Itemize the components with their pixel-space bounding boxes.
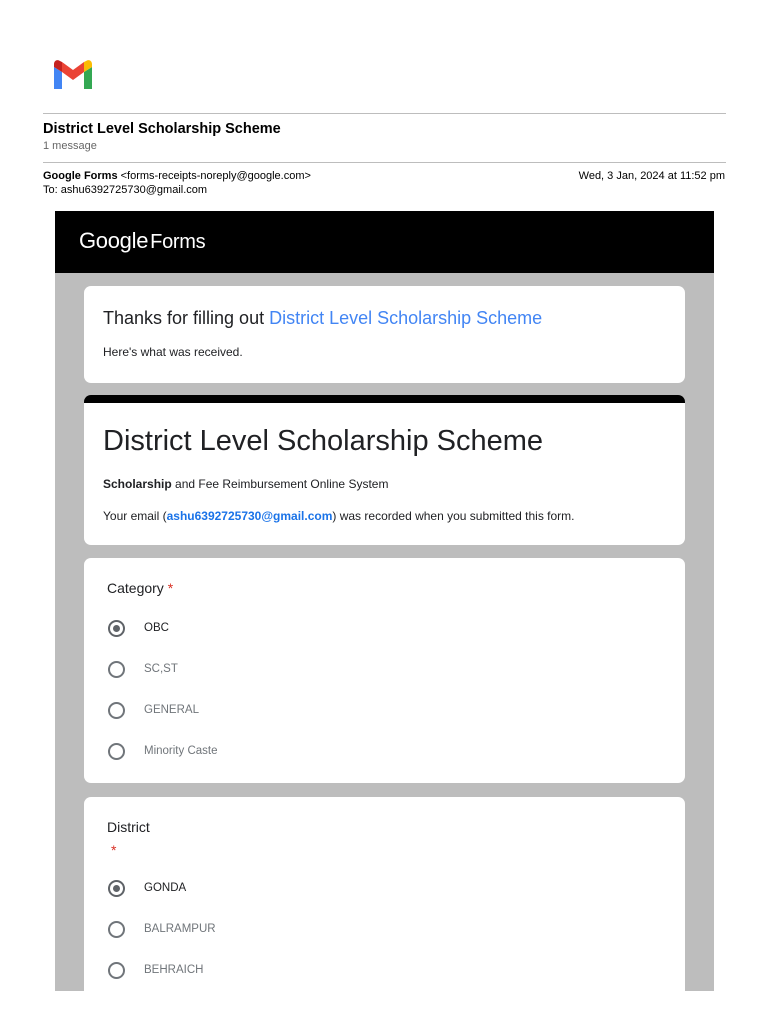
email-subject: District Level Scholarship Scheme <box>43 121 281 137</box>
required-asterisk: * <box>111 842 117 858</box>
required-asterisk: * <box>167 580 174 596</box>
sender-line <box>43 170 311 182</box>
form-description: Scholarship and Fee Reimbursement Online System <box>103 477 389 491</box>
recipient-line: To: ashu6392725730@gmail.com <box>43 184 208 196</box>
radio-option-obc[interactable]: OBC <box>108 619 508 641</box>
radio-unselected-icon[interactable] <box>108 921 125 938</box>
question-card-category <box>84 558 685 783</box>
question-card-district <box>84 797 685 991</box>
email-date: Wed, 3 Jan, 2024 at 11:52 pm <box>578 170 725 182</box>
radio-option-minority-caste[interactable]: Minority Caste <box>108 742 508 764</box>
radio-option-sc-st[interactable]: SC,ST <box>108 660 508 682</box>
google-forms-logo: Google Forms <box>79 228 206 253</box>
radio-option-gonda[interactable]: GONDA <box>108 879 508 901</box>
received-text: Here's what was received. <box>103 345 243 359</box>
form-header-card <box>84 395 685 545</box>
divider <box>43 113 726 114</box>
message-count: 1 message <box>43 140 97 152</box>
forms-email-body <box>55 211 714 991</box>
google-forms-header <box>55 211 714 273</box>
radio-unselected-icon[interactable] <box>108 743 125 760</box>
question-label: Category * <box>107 580 174 596</box>
question-label: District <box>107 819 150 835</box>
sender-name: Google Forms <box>43 170 118 182</box>
form-link[interactable]: District Level Scholarship Scheme <box>269 308 543 328</box>
radio-unselected-icon[interactable] <box>108 962 125 979</box>
radio-selected-icon[interactable] <box>108 620 125 637</box>
thanks-heading: Thanks for filling out District Level Scholarship Scheme <box>103 308 543 328</box>
recorded-email: ashu6392725730@gmail.com <box>166 509 333 523</box>
divider <box>43 162 726 163</box>
radio-option-general[interactable]: GENERAL <box>108 701 508 723</box>
radio-option-behraich[interactable]: BEHRAICH <box>108 961 508 983</box>
form-title: District Level Scholarship Scheme <box>103 425 544 457</box>
radio-selected-icon[interactable] <box>108 880 125 897</box>
radio-unselected-icon[interactable] <box>108 661 125 678</box>
gmail-logo-icon <box>52 59 94 91</box>
thanks-card <box>84 286 685 383</box>
radio-unselected-icon[interactable] <box>108 702 125 719</box>
sender-address: <forms-receipts-noreply@google.com> <box>120 170 311 182</box>
radio-option-balrampur[interactable]: BALRAMPUR <box>108 920 508 942</box>
email-recorded-note: Your email (ashu6392725730@gmail.com) was recorded when you submitted this form. <box>103 509 575 523</box>
